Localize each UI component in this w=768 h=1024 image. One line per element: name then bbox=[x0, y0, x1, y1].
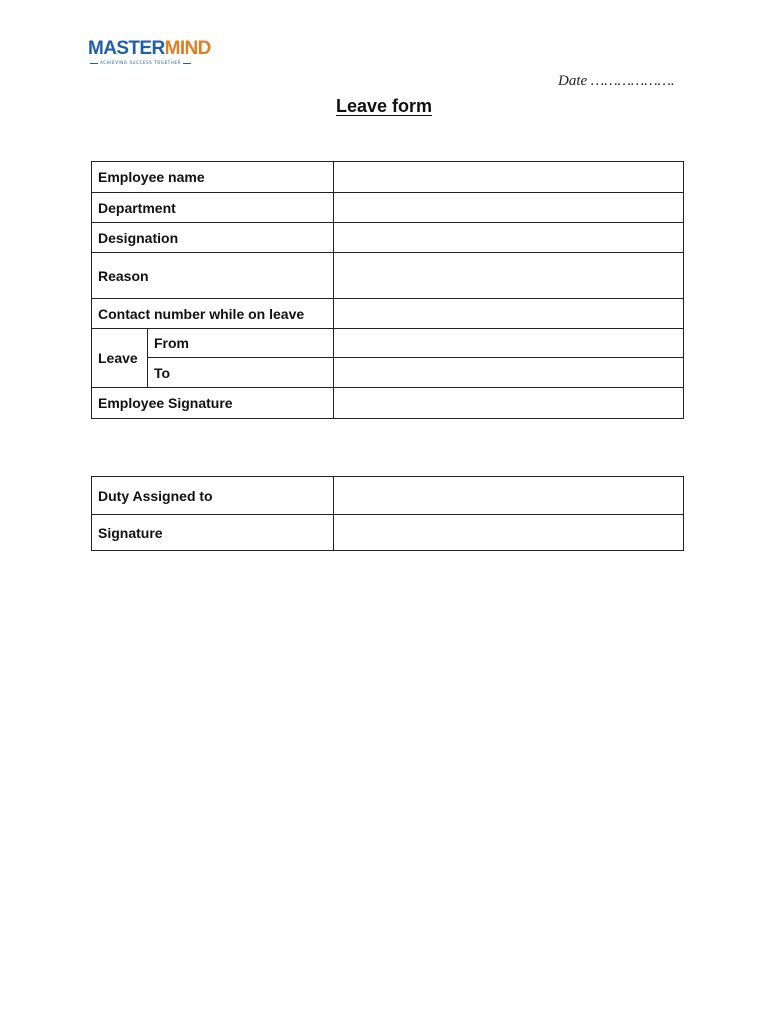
input-duty-assigned[interactable] bbox=[334, 477, 684, 515]
leave-details-table bbox=[91, 161, 684, 419]
row-department bbox=[92, 193, 684, 223]
logo-tagline: ACHIEVING SUCCESS TOGETHER bbox=[88, 60, 220, 65]
row-contact bbox=[92, 299, 684, 329]
input-designation[interactable] bbox=[334, 223, 684, 253]
input-leave-from[interactable] bbox=[334, 329, 684, 358]
label-contact: Contact number while on leave bbox=[92, 299, 334, 329]
logo-text-mind: MIND bbox=[164, 38, 211, 59]
label-employee-name: Employee name bbox=[92, 162, 334, 193]
label-to: To bbox=[148, 358, 334, 388]
input-duty-signature[interactable] bbox=[334, 515, 684, 551]
row-leave-to bbox=[92, 358, 684, 388]
form-title: Leave form bbox=[335, 96, 433, 116]
label-from: From bbox=[148, 329, 334, 358]
input-employee-name[interactable] bbox=[334, 162, 684, 193]
input-department[interactable] bbox=[334, 193, 684, 223]
label-employee-signature: Employee Signature bbox=[92, 388, 334, 419]
label-duty-signature: Signature bbox=[92, 515, 334, 551]
row-designation bbox=[92, 223, 684, 253]
input-reason[interactable] bbox=[334, 253, 684, 299]
logo-wordmark bbox=[88, 39, 220, 59]
input-employee-signature[interactable] bbox=[334, 388, 684, 419]
label-designation: Designation bbox=[92, 223, 334, 253]
logo-text-master: MASTER bbox=[88, 38, 165, 59]
input-leave-to[interactable] bbox=[334, 358, 684, 388]
row-employee-signature bbox=[92, 388, 684, 419]
date-field: Date ………………. bbox=[558, 73, 675, 89]
row-employee-name bbox=[92, 162, 684, 193]
row-reason bbox=[92, 253, 684, 299]
label-reason: Reason bbox=[92, 253, 334, 299]
input-contact[interactable] bbox=[334, 299, 684, 329]
row-duty-assigned bbox=[92, 477, 684, 515]
label-duty-assigned: Duty Assigned to bbox=[92, 477, 334, 515]
duty-assignment-table bbox=[91, 476, 684, 551]
row-duty-signature bbox=[92, 515, 684, 551]
row-leave-from bbox=[92, 329, 684, 358]
label-leave: Leave bbox=[92, 329, 148, 388]
company-logo bbox=[88, 39, 220, 65]
label-department: Department bbox=[92, 193, 334, 223]
